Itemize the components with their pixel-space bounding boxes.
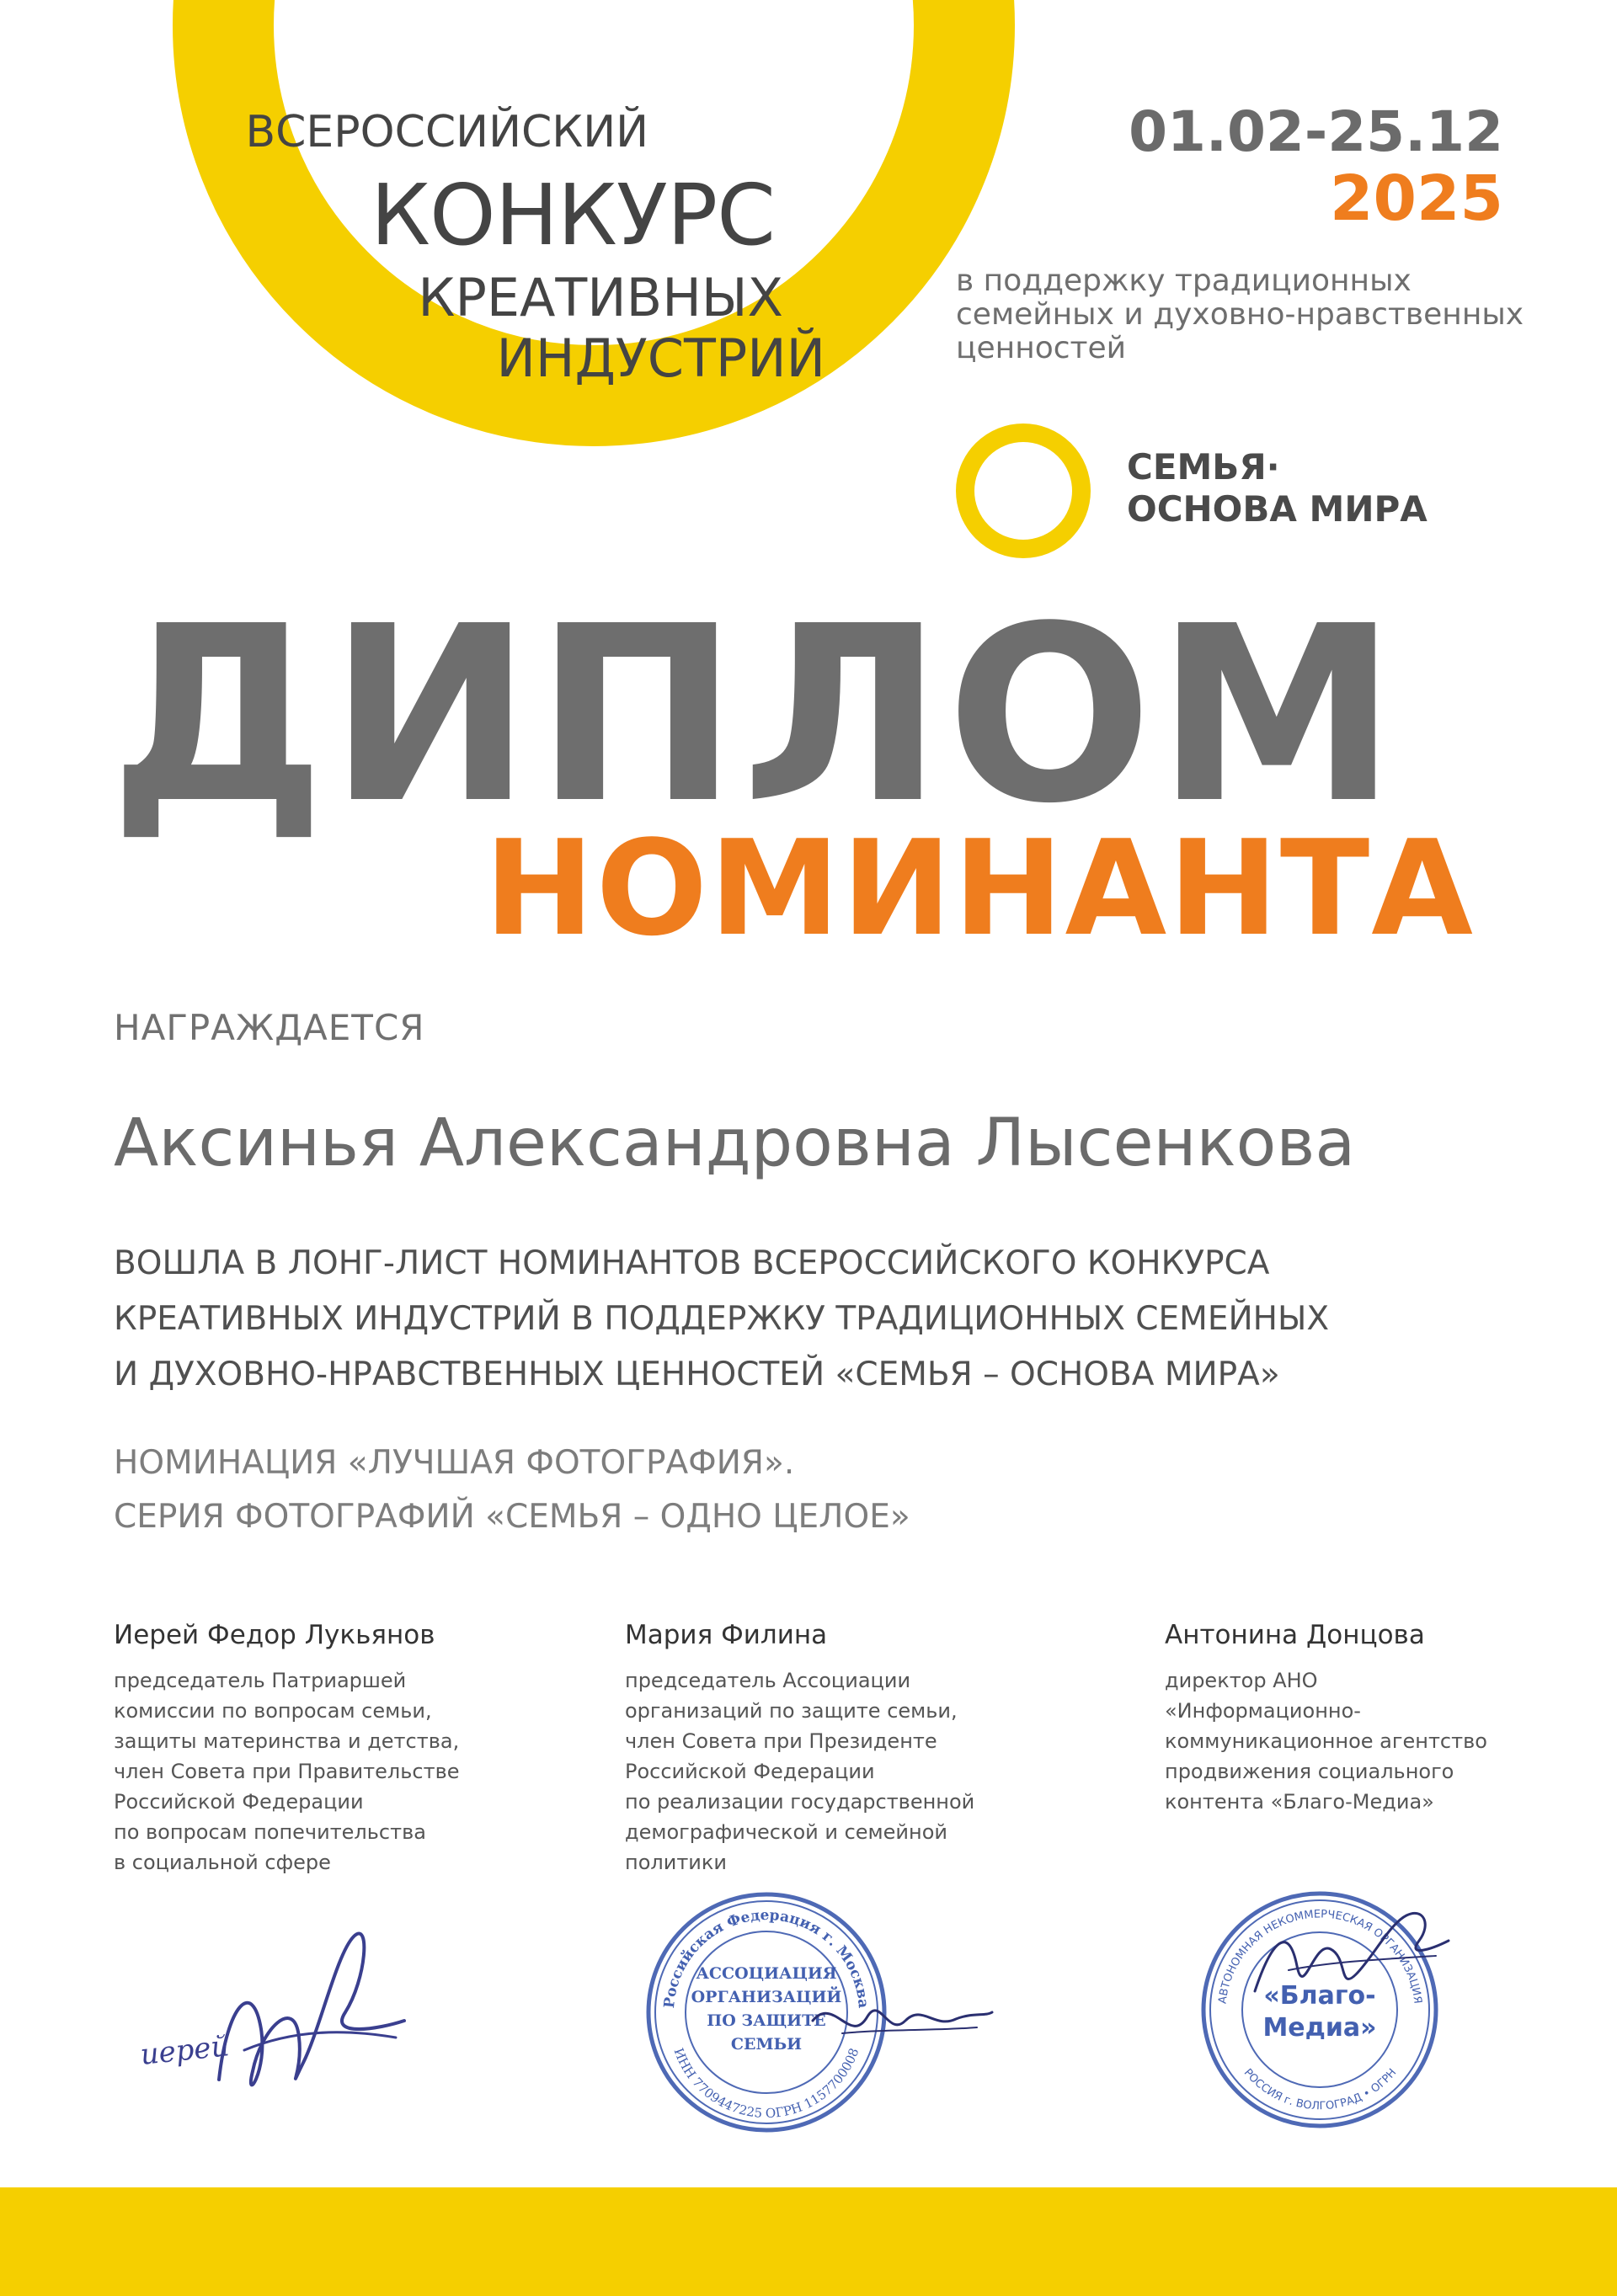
stamp-center-line: Медиа»	[1262, 2013, 1377, 2043]
contest-year: 2025	[1330, 162, 1503, 235]
signature-1-text: иерей	[138, 2029, 232, 2072]
role-line: Российской Федерации	[625, 1760, 875, 1783]
award-text-line: ВОШЛА В ЛОНГ-ЛИСТ НОМИНАНТОВ ВСЕРОССИЙСКОГО КОНКУРСА	[114, 1244, 1270, 1282]
award-text-line: И ДУХОВНО-НРАВСТВЕННЫХ ЦЕННОСТЕЙ «СЕМЬЯ – ОСНОВА МИРА»	[114, 1356, 1280, 1393]
logo-line-1: СЕМЬЯ·	[1127, 446, 1280, 487]
stamp-center-line: ПО ЗАЩИТЕ	[707, 2011, 826, 2030]
logo-text	[1127, 446, 1428, 530]
role-line: защиты материнства и детства,	[114, 1729, 460, 1753]
logo-ring-icon	[956, 424, 1091, 558]
signature-1	[126, 1903, 430, 2130]
stamp-ring-text-bottom: ИНН 7709447225 ОГРН 1157700008	[670, 2045, 862, 2122]
nomination-line: НОМИНАЦИЯ «ЛУЧШАЯ ФОТОГРАФИЯ».	[114, 1444, 795, 1482]
role-line: в социальной сфере	[114, 1851, 331, 1874]
nomination-line: СЕРИЯ ФОТОГРАФИЙ «СЕМЬЯ – ОДНО ЦЕЛОЕ»	[114, 1498, 910, 1536]
role-line: контента «Благо-Медиа»	[1165, 1790, 1434, 1814]
diploma-title: ДИПЛОМ	[109, 574, 1401, 856]
role-line: «Информационно-	[1165, 1699, 1361, 1723]
role-line: председатель Ассоциации	[625, 1669, 911, 1692]
signatory-name: Антонина Донцова	[1165, 1620, 1425, 1650]
stamp-center-line: ОРГАНИЗАЦИЙ	[691, 1988, 842, 2006]
role-line: директор АНО	[1165, 1669, 1318, 1692]
role-line: член Совета при Правительстве	[114, 1760, 460, 1783]
role-line: Российской Федерации	[114, 1790, 364, 1814]
award-text-line: КРЕАТИВНЫХ ИНДУСТРИЙ В ПОДДЕРЖКУ ТРАДИЦИОННЫХ СЕМЕЙНЫХ	[114, 1300, 1330, 1338]
role-line: организаций по защите семьи,	[625, 1699, 958, 1723]
signatory-role	[1165, 1665, 1487, 1817]
subtitle-line: семейных и духовно-нравственных	[956, 297, 1524, 332]
role-line: по реализации государственной	[625, 1790, 975, 1814]
stamp-ring-text: Российская Федерация г. Москва	[660, 1906, 872, 2009]
signature-2	[808, 1970, 994, 2071]
role-line: продвижения социального	[1165, 1760, 1454, 1783]
subtitle-line: ценностей	[956, 331, 1127, 365]
contest-title-line-2: КОНКУРС	[371, 166, 775, 264]
subtitle-line: в поддержку традиционных	[956, 264, 1412, 298]
stamp-ring-text: АВТОНОМНАЯ НЕКОММЕРЧЕСКАЯ ОРГАНИЗАЦИЯ	[1216, 1908, 1424, 2005]
role-line: по вопросам попечительства	[114, 1820, 426, 1844]
signatory-role	[625, 1665, 974, 1878]
contest-title-line-3: КРЕАТИВНЫХ	[418, 267, 783, 328]
stamp-center-line: СЕМЬИ	[730, 2035, 803, 2054]
contest-title-line-1: ВСЕРОССИЙСКИЙ	[245, 107, 648, 157]
logo-line-2: ОСНОВА МИРА	[1127, 488, 1428, 530]
role-line: комиссии по вопросам семьи,	[114, 1699, 432, 1723]
role-line: председатель Патриаршей	[114, 1669, 407, 1692]
stamp-ring-text-bottom: РОССИЯ г. ВОЛГОГРАД • ОГРН	[1241, 2066, 1400, 2113]
contest-title-line-4: ИНДУСТРИЙ	[496, 328, 825, 389]
awardee-name: Аксинья Александровна Лысенкова	[114, 1105, 1356, 1181]
role-line: политики	[625, 1851, 727, 1874]
contest-subtitle	[956, 264, 1562, 365]
role-line: коммуникационное агентство	[1165, 1729, 1487, 1753]
role-line: демографической и семейной	[625, 1820, 947, 1844]
stamp-center-line: АССОЦИАЦИЯ	[696, 1964, 837, 1983]
signatory-role	[114, 1665, 459, 1878]
footer-band	[0, 2187, 1617, 2296]
signatory-name: Иерей Федор Лукьянов	[114, 1620, 435, 1650]
signatory-name: Мария Филина	[625, 1620, 828, 1650]
stamp-center-line: «Благо-	[1263, 1981, 1376, 2011]
signature-3	[1238, 1890, 1457, 2042]
contest-dates: 01.02-25.12	[1129, 99, 1503, 164]
role-line: член Совета при Президенте	[625, 1729, 937, 1753]
awarded-label: НАГРАЖДАЕТСЯ	[114, 1007, 425, 1048]
svg-text:РОССИЯ г. ВОЛГОГРАД • ОГРН	[1241, 2066, 1400, 2112]
diploma-subtitle: НОМИНАНТА	[484, 812, 1475, 965]
